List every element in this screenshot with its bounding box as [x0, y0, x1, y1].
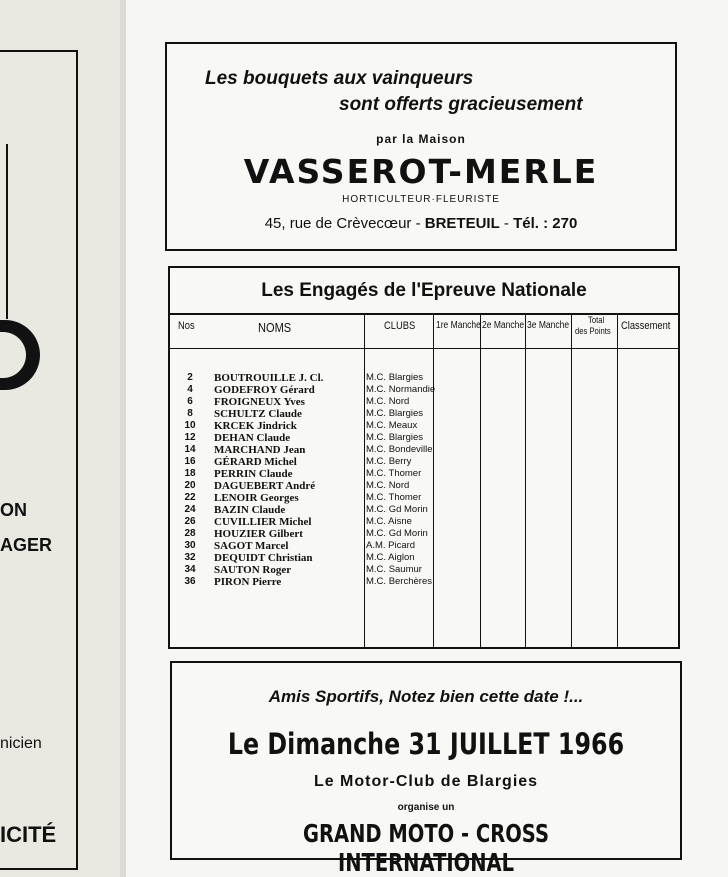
entry-name: GÉRARD Michel — [214, 456, 297, 468]
entry-name: PIRON Pierre — [214, 576, 282, 588]
entry-name: PERRIN Claude — [214, 468, 293, 480]
sponsor-name: VASSEROT-MERLE — [243, 152, 599, 191]
header-rule — [170, 348, 678, 349]
entry-name: KRCEK Jindrick — [214, 420, 297, 432]
entry-number: 8 — [187, 408, 193, 419]
entry-name: HOUZIER Gilbert — [214, 528, 303, 540]
header-classement: Classement — [621, 320, 671, 332]
left-page — [0, 0, 120, 877]
entry-number: 26 — [184, 516, 196, 527]
entry-club: M.C. Aiglon — [366, 552, 415, 563]
header-total-points: des Points — [575, 326, 611, 336]
entry-number: 16 — [184, 456, 196, 467]
header-manche-3: 3e Manche — [527, 320, 570, 331]
table-row — [170, 420, 678, 432]
entry-club: A.M. Picard — [366, 540, 416, 551]
table-row — [170, 492, 678, 504]
announcement-date: Le Dimanche 31 JUILLET 1966 — [227, 727, 625, 761]
entry-number: 24 — [184, 504, 196, 515]
entry-name: CUVILLIER Michel — [214, 516, 312, 528]
sponsor-address-line: 45, rue de Crèvecœur - BRETEUIL - Tél. : 270 — [264, 215, 578, 232]
entry-club: M.C. Aisne — [366, 516, 412, 527]
header-manche-2: 2e Manche — [482, 320, 525, 331]
table-row — [170, 528, 678, 540]
entry-club: M.C. Saumur — [366, 564, 422, 575]
entry-name: SAUTON Roger — [214, 564, 292, 576]
entry-number: 4 — [187, 384, 193, 395]
entry-name: DAGUEBERT André — [214, 480, 316, 492]
table-row — [170, 468, 678, 480]
entry-club: M.C. Blargies — [366, 432, 424, 443]
entry-club: M.C. Nord — [366, 396, 410, 407]
sponsor-line-2: sont offerts gracieusement — [339, 94, 583, 115]
sponsor-box — [165, 42, 677, 251]
entry-name: SCHULTZ Claude — [214, 408, 302, 420]
table-row — [170, 456, 678, 468]
table-row — [170, 480, 678, 492]
sponsor-town: BRETEUIL — [424, 215, 500, 232]
header-noms: NOMS — [258, 320, 292, 335]
entry-number: 6 — [187, 396, 193, 407]
table-row — [170, 408, 678, 420]
left-fragment-2: AGER — [0, 535, 53, 555]
table-row — [170, 384, 678, 396]
table-row — [170, 444, 678, 456]
entry-club: M.C. Meaux — [366, 420, 418, 431]
entry-number: 36 — [184, 576, 196, 587]
entry-name: LENOIR Georges — [214, 492, 299, 504]
table-row — [170, 576, 678, 588]
left-fragment-4: ICITÉ — [0, 822, 57, 847]
entry-name: FROIGNEUX Yves — [214, 396, 305, 408]
table-row — [170, 504, 678, 516]
entry-club: M.C. Thomer — [366, 492, 422, 503]
left-fragment-3: nicien — [0, 735, 42, 752]
left-fragment-1: ON — [0, 500, 27, 520]
header-clubs: CLUBS — [384, 320, 416, 332]
entry-name: DEQUIDT Christian — [214, 552, 313, 564]
header-manche-1: 1re Manche — [436, 320, 481, 331]
entry-number: 20 — [184, 480, 196, 491]
table-row — [170, 516, 678, 528]
entry-name: BOUTROUILLE J. Cl. — [214, 372, 324, 384]
entry-club: M.C. Bondeville — [366, 444, 433, 455]
entry-name: MARCHAND Jean — [214, 444, 306, 456]
entry-club: M.C. Nord — [366, 480, 410, 491]
left-page-divider — [0, 144, 8, 319]
announcement-event: GRAND MOTO - CROSS INTERNATIONAL — [302, 819, 550, 877]
sponsor-trade: HORTICULTEUR·FLEURISTE — [342, 194, 500, 205]
entry-club: M.C. Berry — [366, 456, 412, 467]
entry-name: BAZIN Claude — [214, 504, 286, 516]
entry-club: M.C. Berchères — [366, 576, 432, 587]
entry-number: 12 — [184, 432, 196, 443]
entry-club: M.C. Gd Morin — [366, 528, 428, 539]
entry-number: 2 — [187, 372, 193, 383]
entry-number: 10 — [184, 420, 196, 431]
table-row — [170, 564, 678, 576]
table-row — [170, 432, 678, 444]
announcement-box — [170, 661, 682, 877]
announcement-line-1: Amis Sportifs, Notez bien cette date !... — [268, 687, 584, 706]
sponsor-line-3: par la Maison — [376, 132, 466, 146]
announcement-organise: organise un — [397, 802, 455, 813]
sponsor-address: 45, rue de Crèvecœur — [264, 215, 412, 232]
entry-number: 22 — [184, 492, 196, 503]
table-row — [170, 540, 678, 552]
entry-number: 18 — [184, 468, 196, 479]
entry-name: SAGOT Marcel — [214, 540, 289, 552]
page-fold — [120, 0, 126, 877]
entries-box — [168, 266, 680, 649]
entry-number: 28 — [184, 528, 196, 539]
entries-title: Les Engagés de l'Epreuve Nationale — [261, 280, 587, 301]
entry-name: GODEFROY Gérard — [214, 384, 315, 396]
entry-number: 34 — [184, 564, 196, 575]
entry-number: 32 — [184, 552, 196, 563]
entry-name: DEHAN Claude — [214, 432, 291, 444]
table-row — [170, 372, 678, 384]
entry-club: M.C. Blargies — [366, 372, 424, 383]
table-row — [170, 396, 678, 408]
header-nos: Nos — [178, 320, 195, 332]
sponsor-tel: Tél. : 270 — [513, 215, 578, 232]
entry-number: 14 — [184, 444, 196, 455]
entry-club: M.C. Normandie — [366, 384, 436, 395]
table-row — [170, 552, 678, 564]
announcement-club: Le Motor-Club de Blargies — [313, 773, 539, 790]
entry-club: M.C. Gd Morin — [366, 504, 428, 515]
entry-number: 30 — [184, 540, 196, 551]
sponsor-line-1: Les bouquets aux vainqueurs — [205, 68, 474, 89]
entry-club: M.C. Thomer — [366, 468, 422, 479]
entry-club: M.C. Blargies — [366, 408, 424, 419]
header-total: Total — [588, 315, 605, 325]
